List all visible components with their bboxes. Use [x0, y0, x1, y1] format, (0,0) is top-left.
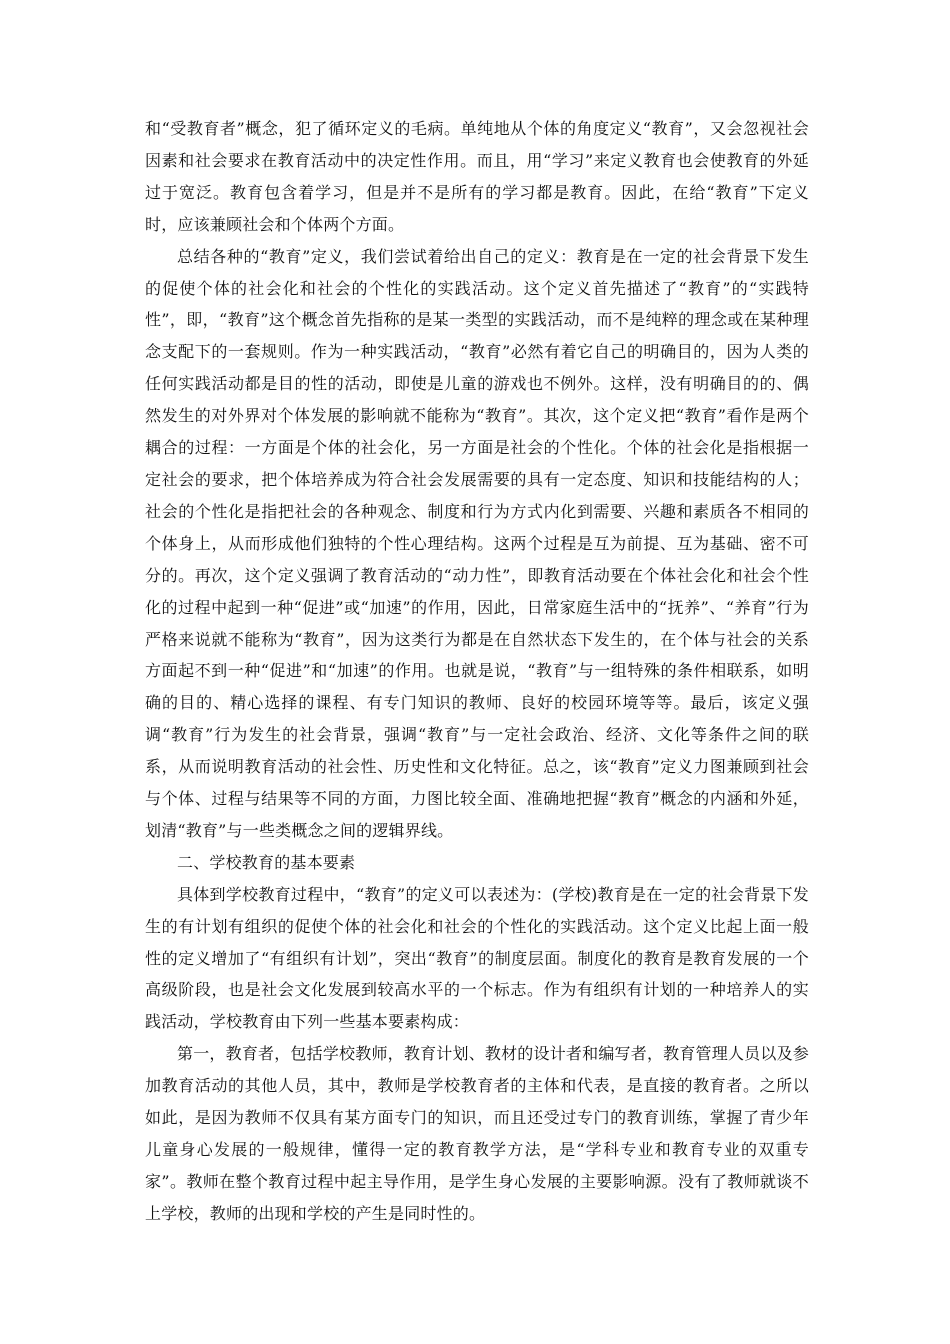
paragraph-2: 总结各种的“教育”定义，我们尝试着给出自己的定义：教育是在一定的社会背景下发生的促使个体的社会化和社会的个性化的实践活动。这个定义首先描述了“教育”的“实践特性”，即，“教育”这个概念首先指称的是某一类型的实践活动，而不是纯粹的理念或在某种理念支配下的一套规则。作为一种实践活动，“教育”必然有着它自己的明确目的，因为人类的任何实践活动都是目的性的活动，即使是儿童的游戏也不例外。这样，没有明确目的的、偶然发生的对外界对个体发展的影响就不能称为“教育”。其次，这个定义把“教育”看作是两个耦合的过程：一方面是个体的社会化，另一方面是社会的个性化。个体的社会化是指根据一定社会的要求，把个体培养成为符合社会发展需要的具有一定态度、知识和技能结构的人；社会的个性化是指把社会的各种观念、制度和行为方式内化到需要、兴趣和素质各不相同的个体身上，从而形成他们独特的个性心理结构。这两个过程是互为前提、互为基础、密不可分的。再次，这个定义强调了教育活动的“动力性”，即教育活动要在个体社会化和社会个性化的过程中起到一种“促进”或“加速”的作用，因此，日常家庭生活中的“抚养”、“养育”行为严格来说就不能称为“教育”，因为这类行为都是在自然状态下发生的，在个体与社会的关系方面起不到一种“促进”和“加速”的作用。也就是说，“教育”与一组特殊的条件相联系，如明确的目的、精心选择的课程、有专门知识的教师、良好的校园环境等等。最后，该定义强调“教育”行为发生的社会背景，强调“教育”与一定社会政治、经济、文化等条件之间的联系，从而说明教育活动的社会性、历史性和文化特征。总之，该“教育”定义力图兼顾到社会与个体、过程与结果等不同的方面，力图比较全面、准确地把握“教育”概念的内涵和外延，划清“教育”与一些类概念之间的逻辑界线。	[145, 246, 809, 840]
document-body	[145, 113, 809, 1230]
paragraph-4: 第一，教育者，包括学校教师，教育计划、教材的设计者和编写者，教育管理人员以及参加教育活动的其他人员，其中，教师是学校教育者的主体和代表，是直接的教育者。之所以如此，是因为教师不仅具有某方面专门的知识，而且还受过专门的教育训练，掌握了青少年儿童身心发展的一般规律，懂得一定的教育教学方法，是“学科专业和教育专业的双重专家”。教师在整个教育过程中起主导作用，是学生身心发展的主要影响源。没有了教师就谈不上学校，教师的出现和学校的产生是同时性的。	[145, 1044, 809, 1223]
paragraph-3: 具体到学校教育过程中，“教育”的定义可以表述为：(学校)教育是在一定的社会背景下发生的有计划有组织的促使个体的社会化和社会的个性化的实践活动。这个定义比起上面一般性的定义增加了“有组织有计划”，突出“教育”的制度层面。制度化的教育是教育发展的一个高级阶段，也是社会文化发展到较高水平的一个标志。作为有组织有计划的一种培养人的实践活动，学校教育由下列一些基本要素构成：	[145, 884, 809, 1032]
section-heading: 二、学校教育的基本要素	[177, 852, 356, 872]
paragraph-1: 和“受教育者”概念，犯了循环定义的毛病。单纯地从个体的角度定义“教育”，又会忽视社会因素和社会要求在教育活动中的决定性作用。而且，用“学习”来定义教育也会使教育的外延过于宽泛。教育包含着学习，但是并不是所有的学习都是教育。因此，在给“教育”下定义时，应该兼顾社会和个体两个方面。	[145, 119, 809, 234]
